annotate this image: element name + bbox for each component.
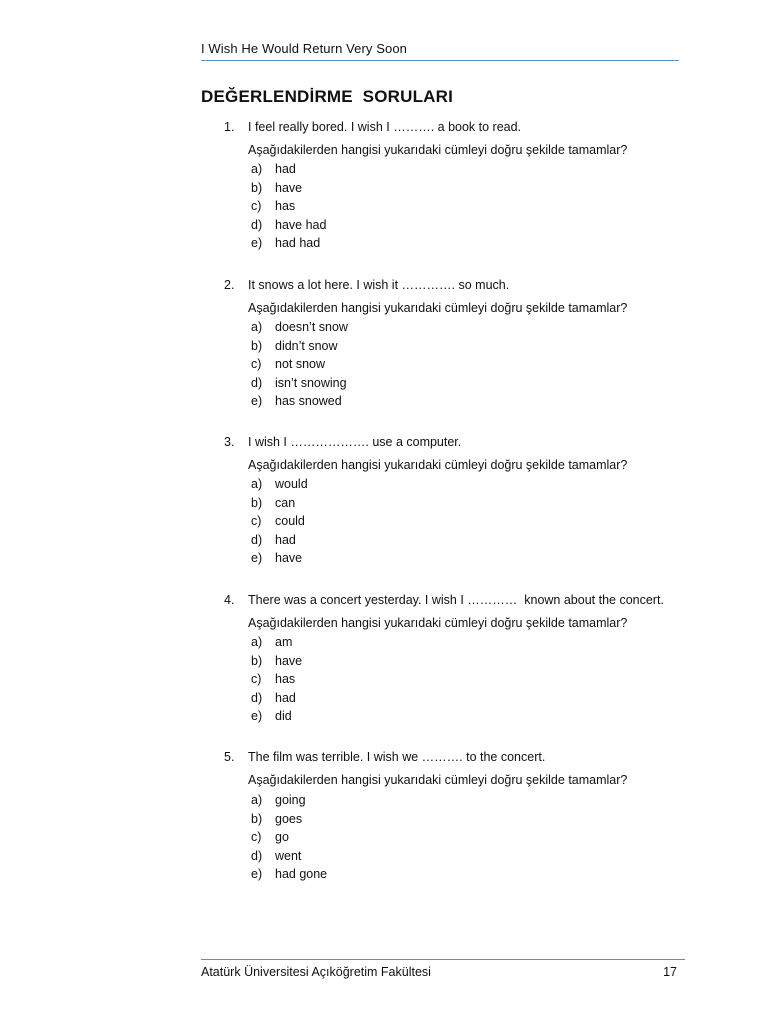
option-letter: e) [251, 867, 263, 881]
option-text: had [275, 690, 296, 705]
option-a [251, 320, 551, 338]
page-footer [201, 959, 685, 990]
option-text: had gone [275, 867, 328, 881]
option-letter: c) [251, 514, 262, 528]
question-text: I wish I ………………. use a computer. [248, 435, 462, 449]
option-text: have had [275, 217, 327, 232]
option-text: had [275, 532, 296, 547]
option-b [251, 339, 551, 357]
option-letter: b) [251, 338, 263, 353]
option-text: doesn’t snow [275, 320, 348, 334]
option-letter: e) [251, 551, 263, 565]
option-text: would [275, 477, 308, 491]
option-a [251, 162, 551, 180]
option-text: could [275, 514, 305, 528]
option-letter: b) [251, 180, 263, 195]
option-letter: e) [251, 394, 263, 408]
option-text: goes [275, 811, 303, 826]
option-d [251, 849, 551, 867]
option-d [251, 691, 551, 709]
option-letter: b) [251, 811, 263, 826]
option-a [251, 477, 551, 495]
option-text: has snowed [275, 394, 342, 408]
option-text: have [275, 180, 303, 195]
option-letter: b) [251, 653, 263, 668]
option-b [251, 812, 551, 830]
question-text: There was a concert yesterday. I wish I ………… known about the concert. [248, 593, 664, 607]
option-d [251, 533, 551, 551]
option-text: not snow [275, 357, 326, 371]
option-letter: b) [251, 495, 263, 510]
question-text: It snows a lot here. I wish it …………. so much. [248, 278, 510, 292]
page-header [201, 40, 679, 61]
option-text: have [275, 653, 303, 668]
page-number: 17 [663, 965, 677, 979]
option-letter: c) [251, 199, 262, 213]
option-text: going [275, 793, 306, 807]
question-instruction: Aşağıdakilerden hangisi yukarıdaki cümleyi doğru şekilde tamamlar? [248, 458, 628, 472]
option-text: has [275, 199, 296, 213]
option-e [251, 236, 551, 254]
option-letter: c) [251, 357, 262, 371]
question-number: 4. [224, 593, 235, 607]
option-letter: a) [251, 793, 263, 807]
option-c [251, 357, 551, 375]
option-letter: c) [251, 672, 262, 686]
question-number: 3. [224, 435, 235, 449]
option-d [251, 376, 551, 394]
question-number: 2. [224, 278, 235, 292]
question-instruction: Aşağıdakilerden hangisi yukarıdaki cümleyi doğru şekilde tamamlar? [248, 616, 628, 630]
option-text: have [275, 551, 303, 565]
option-c [251, 199, 551, 217]
option-text: didn’t snow [275, 338, 338, 353]
option-letter: d) [251, 375, 263, 390]
option-letter: d) [251, 217, 263, 232]
option-text: isn’t snowing [275, 375, 347, 390]
option-letter: c) [251, 830, 262, 844]
option-letter: a) [251, 320, 263, 334]
option-text: had had [275, 236, 321, 250]
option-a [251, 793, 551, 811]
question-number: 1. [224, 120, 235, 134]
option-text: am [275, 635, 293, 649]
option-letter: d) [251, 848, 263, 863]
question-instruction: Aşağıdakilerden hangisi yukarıdaki cümleyi doğru şekilde tamamlar? [248, 301, 628, 315]
option-text: did [275, 709, 292, 723]
option-e [251, 551, 551, 569]
option-c [251, 514, 551, 532]
question-text: I feel really bored. I wish I ………. a book to read. [248, 120, 522, 134]
option-letter: a) [251, 477, 263, 491]
option-letter: a) [251, 635, 263, 649]
option-letter: e) [251, 709, 263, 723]
option-c [251, 830, 551, 848]
option-b [251, 654, 551, 672]
option-text: can [275, 495, 296, 510]
question-text: The film was terrible. I wish we ………. to the concert. [248, 750, 546, 764]
question-instruction: Aşağıdakilerden hangisi yukarıdaki cümleyi doğru şekilde tamamlar? [248, 143, 628, 157]
option-e [251, 709, 551, 727]
option-text: went [275, 848, 302, 863]
question-instruction: Aşağıdakilerden hangisi yukarıdaki cümleyi doğru şekilde tamamlar? [248, 773, 628, 787]
section-title: DEĞERLENDİRME SORULARI [201, 87, 454, 106]
option-d [251, 218, 551, 236]
option-text: has [275, 672, 296, 686]
option-letter: d) [251, 532, 263, 547]
footer-institution: Atatürk Üniversitesi Açıköğretim Fakültesi [201, 965, 431, 979]
option-b [251, 496, 551, 514]
option-c [251, 672, 551, 690]
option-a [251, 635, 551, 653]
option-letter: a) [251, 162, 263, 176]
option-letter: d) [251, 690, 263, 705]
option-text: had [275, 162, 296, 176]
question-number: 5. [224, 750, 235, 764]
option-b [251, 181, 551, 199]
option-e [251, 867, 551, 885]
option-e [251, 394, 551, 412]
option-letter: e) [251, 236, 263, 250]
header-title: I Wish He Would Return Very Soon [201, 41, 407, 56]
option-text: go [275, 830, 289, 844]
